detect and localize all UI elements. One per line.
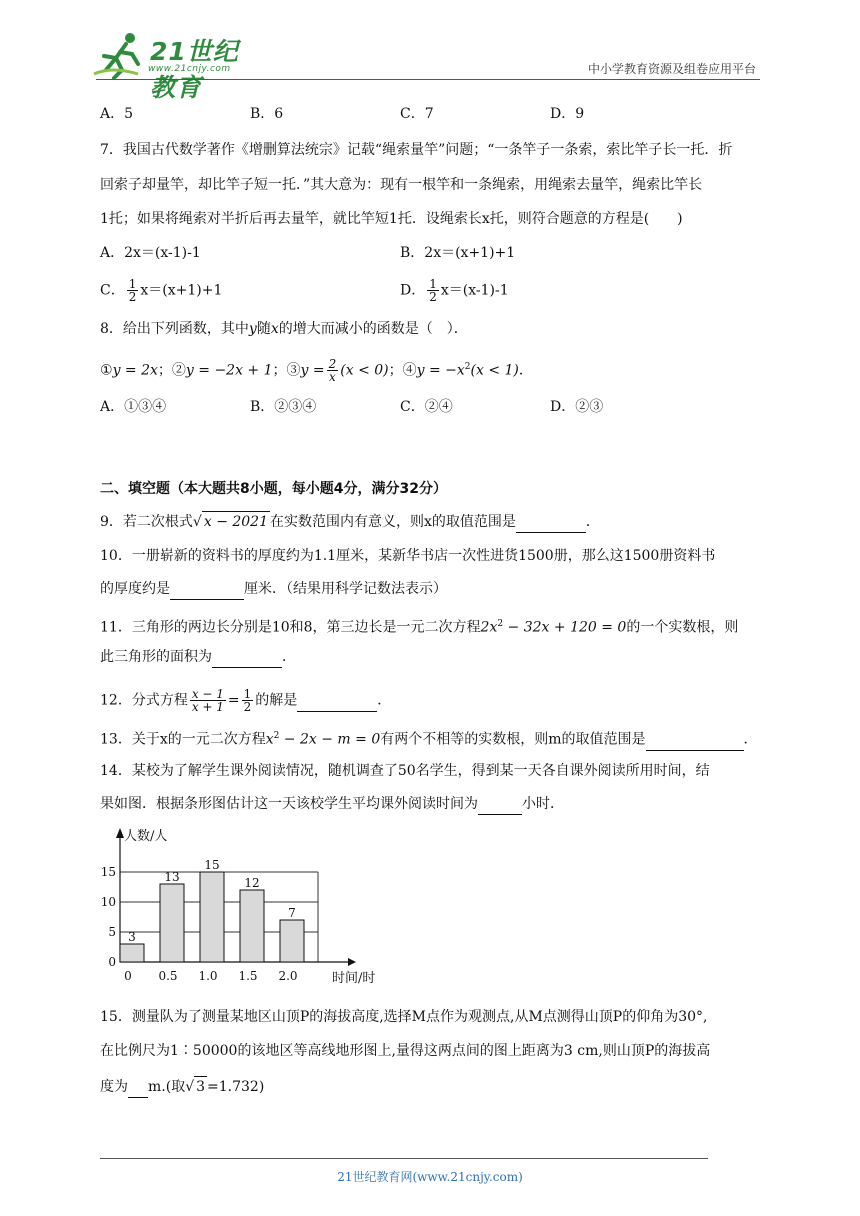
q7-line-3: 1托；如果将绳索对半折后再去量竿，就比竿短1托．设绳索长x托，则符合题意的方程是( ) <box>100 211 683 227</box>
q8-line-1 <box>100 319 468 339</box>
circled-2: ② <box>171 362 186 379</box>
q11-line-2 <box>100 647 296 668</box>
y-tick-label: 5 <box>108 925 116 939</box>
fraction-denominator: 2 <box>243 700 252 714</box>
period: ． <box>518 362 533 379</box>
equation: − 32x + 120 = 0 <box>503 619 627 636</box>
q15-text: m.(取 <box>148 1079 186 1095</box>
logo <box>92 30 262 102</box>
x-tick-label: 2.0 <box>278 969 298 983</box>
data-label: 13 <box>164 870 180 884</box>
bar <box>160 884 184 962</box>
fraction-numerator: 1 <box>429 277 437 291</box>
q8-option-d: D．②③ <box>550 399 604 415</box>
fraction-half <box>127 278 139 303</box>
separator: ； <box>157 362 172 379</box>
fraction-denominator: 2 <box>128 290 137 304</box>
bar <box>200 872 224 962</box>
fraction-denominator: x + 1 <box>191 700 224 714</box>
bar <box>280 920 304 962</box>
fraction-numerator: 2 <box>328 357 337 372</box>
var-y: y <box>248 321 257 337</box>
q7-line-1: 7．我国古代数学著作《增删算法统宗》记载“绳索量竿”问题；“一条竿子一条索，索比竿子长一托．折 <box>100 142 733 158</box>
fraction-denominator: x <box>329 370 336 385</box>
separator: ； <box>388 362 403 379</box>
page-header <box>0 0 860 102</box>
section-heading: 二、填空题（本大题共8小题，每小题4分，满分32分） <box>100 481 447 497</box>
q15-line-1: 15．测量队为了测量某地区山顶P的海拔高度,选择M点作为观测点,从M点测得山顶P的仰角为30°, <box>100 1009 708 1025</box>
q14-text: 果如图．根据条形图估计这一天该校学生平均课外阅读时间为 <box>100 796 478 812</box>
logo-site: www.21cnjy.com <box>148 64 231 74</box>
q15-text: =1.732) <box>207 1079 265 1095</box>
q8-text: 8．给出下列函数，其中 <box>100 321 249 337</box>
function-1: y = 2x <box>112 362 158 379</box>
data-label: 12 <box>244 876 260 890</box>
bar <box>240 890 264 962</box>
q15-line-3: 度为 m.(取√ 3 =1.732) <box>100 1076 264 1098</box>
q7-option-c-text: x＝(x+1)+1 <box>140 282 223 299</box>
x-axis-arrow <box>348 958 356 966</box>
x-tick-label: 0.5 <box>158 969 178 983</box>
q7-option-b: B．2x＝(x+1)+1 <box>400 245 516 261</box>
q8-text: 的增大而减小的函数是（ ）． <box>278 321 468 337</box>
q12-text: 12．分式方程 <box>100 692 188 709</box>
exponent: 2 <box>497 619 504 629</box>
function-3-condition: (x < 0) <box>340 362 389 379</box>
q13-text: ． <box>743 731 758 748</box>
q14-line-1: 14．某校为了解学生课外阅读情况，随机调查了50名学生，得到某一天各自课外阅读所用时间，结 <box>100 763 710 779</box>
q11-text: ． <box>282 649 296 665</box>
q11-text: 的一个实数根，则 <box>626 619 739 636</box>
platform-name: 中小学教育资源及组卷应用平台 <box>587 62 756 76</box>
q13-text: 13．关于x的一元二次方程 <box>100 731 266 748</box>
radicand: 3 <box>194 1076 207 1097</box>
y-tick-label: 0 <box>108 955 116 969</box>
circled-1: ① <box>100 362 113 379</box>
q12-text: ． <box>377 692 392 709</box>
q15-line-2: 在比例尺为1∶50000的该地区等高线地形图上,量得这两点间的图上距离为3 cm,则山顶P的海拔高 <box>100 1043 711 1059</box>
q6-option-a: A．5 <box>100 106 134 122</box>
q10-text: 厘米．（结果用科学记数法表示） <box>244 581 447 597</box>
logo-brand: 21世纪教育 <box>150 37 239 102</box>
answer-blank[interactable] <box>212 647 282 668</box>
q7-option-c-label: C． <box>100 282 125 299</box>
function-4: y = −x <box>416 362 465 379</box>
x-tick-label: 1.5 <box>238 969 258 983</box>
equals-sign: = <box>227 692 240 709</box>
answer-blank[interactable] <box>297 691 377 712</box>
q11-text: 此三角形的面积为 <box>100 649 212 665</box>
q9-text: 9．若二次根式 <box>100 514 193 530</box>
x-tick-label: 0 <box>124 969 132 983</box>
x-tick-label: 1.0 <box>198 969 218 983</box>
function-2: y = −2x + 1 <box>185 362 273 379</box>
q7-option-c <box>100 278 222 303</box>
equation: 2x <box>480 619 498 636</box>
fraction-numerator: 1 <box>243 687 252 701</box>
fraction-numerator: x − 1 <box>191 687 224 701</box>
q13-text: 有两个不相等的实数根，则m的取值范围是 <box>380 731 646 748</box>
answer-blank[interactable] <box>516 512 586 533</box>
fraction-lhs <box>190 688 226 713</box>
q7-line-2: 回索子却量竿，却比竿子短一托．”其大意为：现有一根竿和一条绳索，用绳索去量竿，绳索比竿长 <box>100 177 703 193</box>
q12-text: 的解是 <box>255 692 298 709</box>
y-tick-label: 15 <box>100 865 116 879</box>
bar <box>120 944 144 962</box>
function-3-fraction <box>327 358 339 383</box>
circled-4: ④ <box>402 362 417 379</box>
q11-text: 11．三角形的两边长分别是10和8，第三边长是一元二次方程 <box>100 619 481 636</box>
fraction-denominator: 2 <box>429 290 437 304</box>
equation: x <box>265 731 274 748</box>
q15-text: 度为 <box>100 1079 128 1095</box>
q7-option-a: A．2x＝(x-1)-1 <box>100 245 201 261</box>
exponent: 2 <box>273 731 280 741</box>
answer-blank[interactable] <box>170 579 244 600</box>
answer-blank[interactable] <box>646 730 744 751</box>
q9: 9．若二次根式√ x − 2021 在实数范围内有意义，则x的取值范围是 ． <box>100 511 600 533</box>
q9-text: ． <box>585 514 600 530</box>
q8-option-a: A．①③④ <box>100 399 167 415</box>
y-axis-label: 人数/人 <box>124 829 168 844</box>
q14-text: 小时． <box>522 796 564 812</box>
q8-option-b: B．②③④ <box>250 399 317 415</box>
exponent: 2 <box>464 362 471 372</box>
q6-option-c: C．7 <box>400 106 434 122</box>
bar-chart <box>100 826 380 986</box>
y-tick-label: 10 <box>100 895 116 909</box>
fraction-half <box>427 278 439 303</box>
q10-line-2 <box>100 579 447 600</box>
radicand: x − 2021 <box>202 511 270 532</box>
answer-blank[interactable] <box>478 794 522 815</box>
separator: ； <box>272 362 287 379</box>
circled-3: ③ <box>286 362 301 379</box>
q7-option-d-label: D． <box>400 282 426 299</box>
header-divider <box>96 79 760 80</box>
fraction-rhs <box>242 688 254 713</box>
function-3-lhs: y = <box>300 362 325 379</box>
runner-icon <box>92 30 152 80</box>
q11-line-1 <box>100 614 738 638</box>
function-4-condition: (x < 1) <box>470 362 519 379</box>
q8-text: 随 <box>256 321 271 337</box>
q9-text: 在实数范围内有意义，则x的取值范围是 <box>270 514 516 530</box>
fraction-numerator: 1 <box>128 277 137 291</box>
var-x: x <box>270 321 279 337</box>
q6-option-b: B．6 <box>250 106 284 122</box>
data-label: 15 <box>204 858 220 872</box>
q10-line-1: 10．一册崭新的资料书的厚度约为1.1厘米，某新华书店一次性进货1500册，那么这1500册资料书 <box>100 548 716 564</box>
q8-option-c: C．②④ <box>400 399 453 415</box>
q7-option-d <box>400 278 509 303</box>
answer-blank[interactable] <box>128 1077 148 1098</box>
y-axis-arrow <box>116 828 124 838</box>
q6-option-d: D．9 <box>550 106 585 122</box>
q12 <box>100 688 391 713</box>
data-label: 7 <box>288 906 296 920</box>
q14-line-2 <box>100 794 564 815</box>
q8-functions <box>100 357 533 383</box>
footer-divider <box>100 1158 708 1159</box>
equation: − 2x − m = 0 <box>279 731 381 748</box>
q7-option-d-text: x＝(x-1)-1 <box>440 282 509 299</box>
x-axis-label: 时间/时 <box>332 971 376 986</box>
q13 <box>100 726 758 751</box>
data-label: 3 <box>128 930 136 944</box>
footer-text: 21世纪教育网(www.21cnjy.com) <box>337 1170 523 1184</box>
q10-text: 的厚度约是 <box>100 581 170 597</box>
